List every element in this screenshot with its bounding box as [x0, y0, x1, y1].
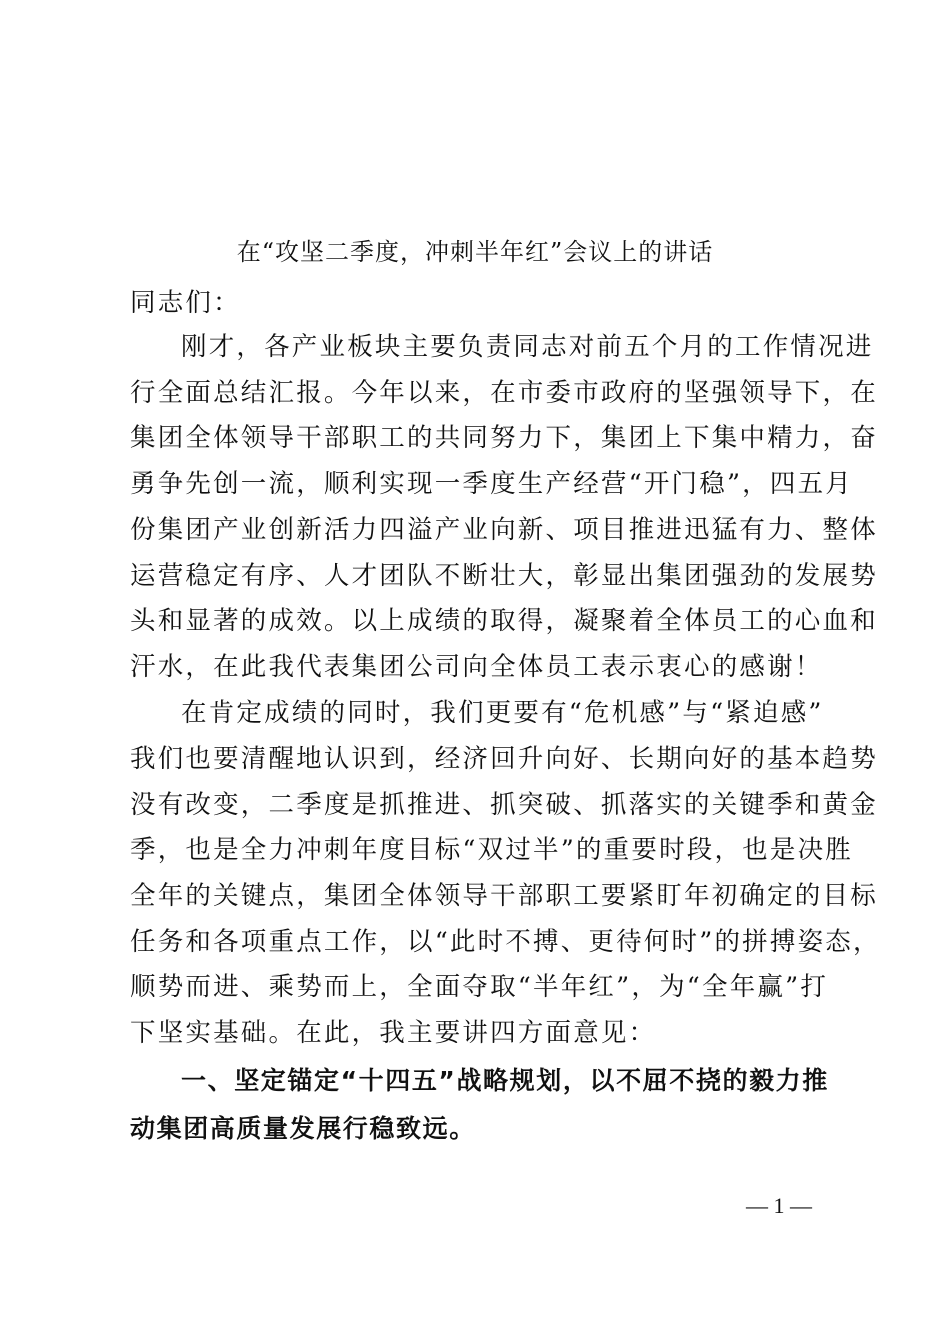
paragraph-2-line: 没有改变，二季度是抓推进、抓突破、抓落实的关键季和黄金 [130, 790, 878, 820]
speech-title: 在“攻坚二季度，冲刺半年红”会议上的讲话 [236, 238, 714, 266]
paragraph-2-line: 顺势而进、乘势而上，全面夺取“半年红”，为“全年赢”打 [130, 972, 829, 1002]
paragraph-2-line: 下坚实基础。在此，我主要讲四方面意见： [130, 1018, 657, 1048]
paragraph-1-line: 汗水，在此我代表集团公司向全体员工表示衷心的感谢！ [130, 652, 823, 682]
section-heading-line: 一、坚定锚定“十四五”战略规划，以不屈不挠的毅力推 [181, 1066, 829, 1095]
paragraph-2-line: 全年的关键点，集团全体领导干部职工要紧盯年初确定的目标 [130, 881, 878, 911]
paragraph-2-line: 在肯定成绩的同时，我们更要有“危机感”与“紧迫感” [181, 698, 824, 728]
paragraph-2-line: 季，也是全力冲刺年度目标“双过半”的重要时段，也是决胜 [130, 835, 853, 865]
page-number: — 1 — [746, 1193, 812, 1218]
paragraph-1-line: 头和显著的成效。以上成绩的取得，凝聚着全体员工的心血和 [130, 606, 878, 636]
section-heading-line: 动集团高质量发展行稳致远。 [130, 1114, 476, 1143]
paragraph-1-line: 行全面总结汇报。今年以来，在市委市政府的坚强领导下，在 [130, 378, 878, 408]
paragraph-1-line: 集团全体领导干部职工的共同努力下，集团上下集中精力，奋 [130, 423, 878, 453]
salutation: 同志们： [130, 288, 241, 318]
paragraph-1-line: 份集团产业创新活力四溢产业向新、项目推进迅猛有力、整体 [130, 515, 878, 545]
paragraph-1-line: 勇争先创一流，顺利实现一季度生产经营“开门稳”，四五月 [130, 469, 853, 499]
paragraph-1-line: 刚才，各产业板块主要负责同志对前五个月的工作情况进 [181, 332, 874, 362]
paragraph-1-line: 运营稳定有序、人才团队不断壮大，彰显出集团强劲的发展势 [130, 561, 878, 591]
paragraph-2-line: 我们也要清醒地认识到，经济回升向好、长期向好的基本趋势 [130, 744, 878, 774]
paragraph-2-line: 任务和各项重点工作，以“此时不搏、更待何时”的拼搏姿态， [130, 927, 881, 957]
